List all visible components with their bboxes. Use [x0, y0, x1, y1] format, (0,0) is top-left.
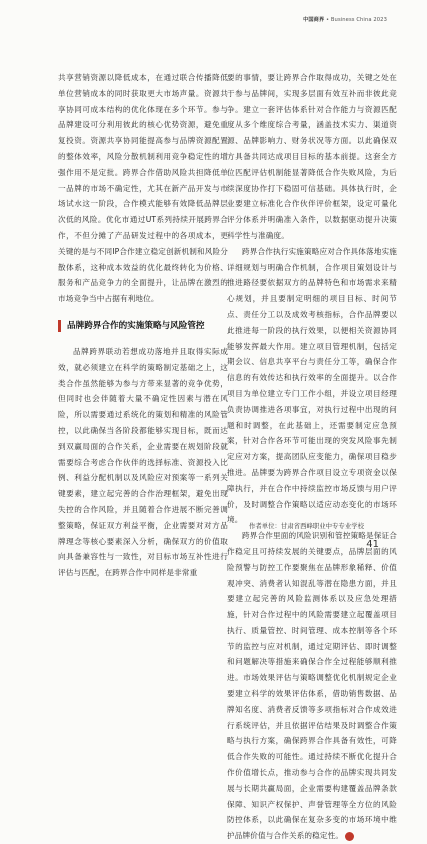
- heading-marker-icon: [58, 320, 61, 332]
- author-affiliation: [249, 521, 364, 530]
- right-paragraph-3: [227, 528, 397, 844]
- right-paragraph-1: 要的事情，要让跨界合作取得成功，关键之处在于参与品牌间，实现多层面有效互补而非彼此竞争。建立一套评估体系针对合作能力与资源匹配度从多个维度综合考量，涵盖技术实力、渠道资源、品牌影响力、财务状况等方面。以此确保双方具备共同达成项目目标的基本前提。这套全方位匹配评估机制能显著降低合作失败风险，为后续深度协作打下稳固可信基础。具体执行时，企业要建立标准化合作伙伴评价框架，设定可量化评分体系并明确准入条件，以数据驱动提升决策科学性与准确度。: [227, 73, 397, 240]
- right-paragraph-2: 跨界合作执行实施策略应对合作具体落地实施详细规划与明确合作机制，合作项目策划设计与推进路径要依据双方的品牌特色和市场需求来精心规划，并且要制定明细的项目目标、时间节点、责任分工以及成效考核指标，合作品牌要以此推进每一阶段的执行效果，以便相关资源协同能够发挥最大作用。建立项目管理机制，包括定期会议、信息共享平台与责任分工等，确保合作信息的有效传达和执行效率的全面提升。以合作项目为单位建立专门工作小组，并设立项目经理负责协调推进各项事宜，对执行过程中出现的问题和时调整，在此基础上，还需要制定应急预案，针对合作各环节可能出现的突发风险事先制定应对方案，提高团队应变能力，确保项目稳步推进。品牌要为跨界合作项目设立专项资金以保障执行，并在合作中持续监控市场反馈与用户评价，及时调整合作策略以适应动态变化的市场环境。: [227, 246, 397, 525]
- page-number: 41: [366, 539, 379, 550]
- article-end-icon: [345, 832, 354, 841]
- section-heading: [58, 319, 228, 334]
- page-header: [303, 16, 387, 23]
- section-heading-text: 品牌跨界合作的实施策略与风险管控: [67, 320, 205, 331]
- author-label: 作者单位：: [248, 522, 281, 530]
- author-unit: 甘肃省西峰职业中专专业学校: [280, 522, 364, 530]
- right-paragraph-3-text: 跨界合作里面的风险识别和管控策略是保证合作稳定且可持续发展的关键要点，品牌层面的风险预警与防控工作要聚焦在品牌形象稀释、价值观冲突、消费者认知混乱等潜在隐患方面，并且要建立起完善的风险监测体系以及应急处理措施，针对合作过程中的风险需要建立起覆盖项目执行、质量管控、时间管理、成本控制等各个环节的监控与应对机制，通过定期评估、即时调整和问题解决等措施来确保合作全过程能够顺利推进。市场效果评估与策略调整优化机制规定企业要建立科学的效果评估体系，借助销售数据、品牌知名度、消费者反馈等多项指标对合作成效进行系统评估，并且依据评估结果及时调整合作策略与执行方案，确保跨界合作具备有效性，可降低合作失败的可能性。通过持续不断优化提升合作价值增长点，推动参与合作的品牌实现共同发展与长期共赢局面，企业需要构建覆盖品牌条款保障、知识产权保护、声誉管理等全方位的风险防控体系，以此确保在复杂多变的市场环境中维护品牌价值与合作关系的稳定性。: [227, 531, 397, 841]
- left-column: [58, 70, 228, 581]
- right-column: [227, 70, 397, 844]
- issue-label: • Business China 2023: [325, 17, 387, 23]
- left-paragraph-2: 品牌跨界联动若想成功落地并且取得实际成效，就必须建立在科学的策略制定基础之上，这类合作虽然能够为参与方带来显著的竞争优势，但同时也会伴随着大量不确定性因素与潜在风险，所以需要通过系统化的策划和精准的风险管控，以此确保当各阶段都能够实现目标，既而达到双赢局面的合作关系，企业需要在规划阶段就需要综合考虑合作伙伴的选择标准、资源投入比例、利益分配机制以及风险应对预案等一系列关键要素，建立起完善的合作治理框架，避免出现失控的合作风险，并且随着合作进展不断完善调整策略，保证双方利益平衡，企业需要对对方品牌理念等核心要素深入分析，确保双方的价值取向具备兼容性与一致性，对目标市场互补性进行评估与匹配，在跨界合作中同样是非常重: [58, 346, 228, 578]
- left-paragraph-1: 共享营销资源以降低成本，在通过联合传播降低单位营销成本的同时获取更大市场声量。资源共享协同可成本结构的优化体现在多个环节。参与品牌建设可分利用彼此的核心优势资源，避免重复投资。资源共享协同能提高参与品牌资源配置的整体效率，风险分散机制利用竞争稳定性的增强作用不是定批。跨界合作借助风险共担降低单一品牌的市场不确定性，尤其在新产品开发与市场试水这一阶段，合作模式能够有效降低品牌层次低的风险。优化市通过UT系列持续开展跨界合作，不但分摊了产品研发过程中的各项成本，更关键的是与不同IP合作建立稳定创新机制和风险分散体系，这种成本效益的优化最终转化为价格、服务和产品竞争力的全面提升，让品牌在激烈的市场竞争当中占据有利地位。: [58, 73, 228, 304]
- magazine-name: 中国商界: [303, 17, 325, 23]
